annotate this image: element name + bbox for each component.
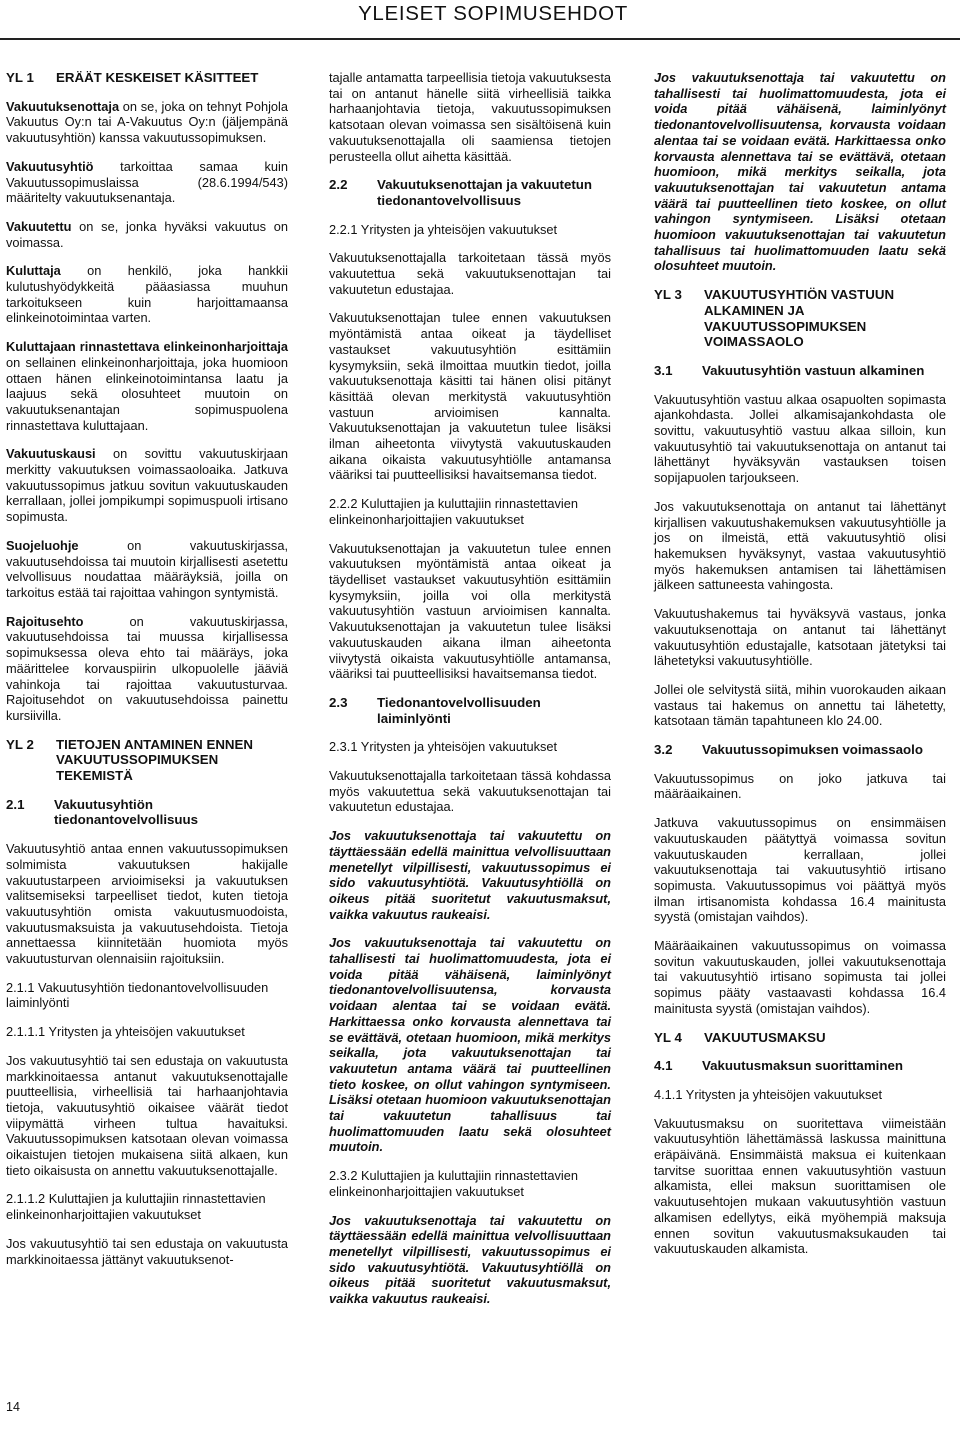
definition-paragraph xyxy=(6,538,288,601)
definition-text: on sellainen elinkeinonharjoittaja, joka huomioon ottaen hänen elinkeinotoimintansa laatu ja laajuus sekä olosuhteet muutoin on vakuutuksenantajan sopimuspuolena rinnastettava kuluttajaan. xyxy=(6,354,288,433)
subsection-heading-2-2 xyxy=(329,177,611,208)
subsection-heading-3-2 xyxy=(654,742,946,758)
sub-subsection-heading: 2.2.2 Kuluttajien ja kuluttajiin rinnastettavien elinkeinonharjoittajien vakuutukset xyxy=(329,496,578,527)
definition-text: on se, jonka hyväksi vakuutus on voimassa. xyxy=(6,218,288,250)
page-header xyxy=(0,0,960,40)
sub-subsection-heading: 4.1.1 Yritysten ja yhteisöjen vakuutukset xyxy=(654,1086,883,1102)
section-heading-yl2 xyxy=(6,737,288,784)
page-number: 14 xyxy=(6,1400,20,1414)
document-title: YLEISET SOPIMUSEHDOT xyxy=(358,2,628,25)
body-paragraph: Jollei ole selvitystä siitä, mihin vuorokauden aikaan vastaus tai hakemus on annettu tai lähetetty, katsotaan tämän tapahtuneen klo 24.00. xyxy=(654,681,946,729)
subsection-title: Vakuutuksenottajan ja vakuutetun tiedonantovelvollisuus xyxy=(377,177,593,208)
body-paragraph: tajalle antamatta tarpeellisia tietoja vakuutuksesta tai on antanut hänelle siitä virheellisiä taikka harhaanjohtavia tietoja, vakuutussopimuksen katsotaan olevan voimassa sen sisältöisenä kuin vakuutuksenottajalla oli saamiensa tietojen perusteella ollut aihetta käsittää. xyxy=(329,70,611,164)
body-paragraph: Vakuutusmaksu on suoritettava viimeistään vakuutusyhtiön lähettämässä laskussa mainittuna eräpäivänä. Ensimmäistä maksua ei kuitenkaan tarvitse suorittaa ennen vakuutusyhtiön vastuun alkamista, ellei maksun suorittamisen ole vakuutusehtojen mukaan vakuutusyhtiön vastuun alkamisen edellytys, eikä myöhempiä maksuja ennen sovitun vakuutusmaksukauden tai vakuutuskauden alkamista. xyxy=(654,1115,946,1257)
subsection-number: 3.2 xyxy=(654,742,673,758)
section-heading-yl4 xyxy=(654,1030,946,1046)
subsection-number: 2.3 xyxy=(329,694,348,710)
section-title: VAKUUTUSMAKSU xyxy=(704,1029,826,1045)
body-paragraph: Vakuutusyhtiö antaa ennen vakuutussopimuksen solmimista vakuutuksen hakijalle vakuutustarpeen arvioimiseksi ja vakuutuksen valitsemiseksi tarpeelliset tiedot, kuten tietoja vakuutusyhtiön omista vakuutusmuodoista, vakuutusmaksuista ja vakuutusehdoista. Tietoja annettaessa kiinnitetään huomiota myös vakuutusturvan olennaisiin rajoituksiin. xyxy=(6,841,288,967)
defined-term: Vakuutusyhtiö xyxy=(6,158,94,174)
subsection-number: 4.1 xyxy=(654,1058,673,1074)
subsection-title: Vakuutusyhtiön tiedonantovelvollisuus xyxy=(54,796,199,828)
subsection-number: 3.1 xyxy=(654,362,673,378)
section-heading-yl3 xyxy=(654,287,946,350)
defined-term: Vakuutuskausi xyxy=(6,446,96,462)
section-title: ERÄÄT KESKEISET KÄSITTEET xyxy=(56,70,259,85)
defined-term: Kuluttajaan rinnastettava elinkeinonharjoittaja xyxy=(6,339,288,355)
section-title: VAKUUTUSYHTIÖN VASTUUN ALKAMINEN JA VAKUUTUSSOPIMUKSEN VOIMASSAOLO xyxy=(704,287,895,350)
subsection-heading-2-1 xyxy=(6,797,288,828)
defined-term: Suojeluohje xyxy=(6,537,79,553)
restriction-paragraph: Jos vakuutuksenottaja tai vakuutettu on tahallisesti tai huolimattomuudesta, jota ei voida pitää vähäisenä, laiminlyönyt tiedonantovelvollisuutensa, korvausta voidaan alentaa tai se voidaan evätä. Harkittaessa onko korvausta alennettava tai se evättävä, otetaan huomioon, mikä merkitys seikalla, jota vakuutuksenottajan tai vakuutetun antama väärä tai puutteellinen tieto koskee, on ollut vahingon syntymiseen. Lisäksi otetaan huomioon vakuutuksenottajan tai vakuutetun tahallisuus tai huolimattomuuden laatu sekä olosuhteet muutoin. xyxy=(654,70,946,274)
definition-paragraph xyxy=(6,614,288,724)
subsection-heading-3-1 xyxy=(654,363,946,379)
column-1 xyxy=(6,70,288,1280)
body-paragraph: Vakuutusyhtiön vastuu alkaa osapuolten sopimasta ajankohdasta. Jollei alkamisajankohdasta ole sovittu, vakuutusyhtiö vastuu alkaa silloin, kun vakuutusyhtiö tai vakuutuksenottaja on antanut tai lähettänyt hyväksyvän vastauksen toisen sopijapuolen tarjoukseen. xyxy=(654,391,946,486)
definition-text: on vakuutuskirjassa, vakuutusehdoissa tai muutoin kirjallisesti asetettu velvollisuus noudattaa määräyksiä, joilla on tarkoitus estää tai rajoittaa vahingon syntymistä. xyxy=(6,537,288,600)
subsection-heading-4-1 xyxy=(654,1058,946,1074)
defined-term: Vakuutuksenottaja xyxy=(6,98,120,114)
sub-subsection-heading: 2.3.1 Yritysten ja yhteisöjen vakuutukset xyxy=(329,739,558,755)
restriction-paragraph: Jos vakuutuksenottaja tai vakuutettu on täyttäessään edellä mainittua velvollisuuttaan menetellyt vilpillisesti, vakuutussopimus ei sido vakuutusyhtiötä. Vakuutusyhtiöllä on oikeus pitää suoritetut vakuutusmaksut, vaikka vakuutus raukeaisi. xyxy=(329,828,611,922)
definition-text: on sovittu vakuutuskirjaan merkitty vakuutuksen voimassaoloaika. Jatkuva vakuutussopimus jatkuu sovitun vakuutuskauden kerrallaan, jollei jompikumpi sopimuspuoli irtisano sopimusta. xyxy=(6,446,288,525)
definition-text: tarkoittaa samaa kuin Vakuutussopimuslaissa (28.6.1994/543) määritelty vakuutuksenantaja. xyxy=(6,158,288,206)
definition-paragraph xyxy=(6,446,288,525)
sub-subsection-heading: 2.2.1 Yritysten ja yhteisöjen vakuutukset xyxy=(329,221,558,237)
definition-paragraph xyxy=(6,339,288,433)
defined-term: Vakuutettu xyxy=(6,218,72,234)
body-paragraph: Jos vakuutusyhtiö tai sen edustaja on vakuutusta markkinoitaessa jättänyt vakuutuksenot- xyxy=(6,1235,288,1267)
subsection-heading-2-3 xyxy=(329,695,611,726)
section-number: YL 2 xyxy=(6,736,34,752)
column-2 xyxy=(329,70,611,1320)
subsection-title: Vakuutusyhtiön vastuun alkaminen xyxy=(702,362,925,378)
subsection-number: 2.1 xyxy=(6,796,25,812)
body-paragraph: Jos vakuutuksenottaja on antanut tai lähettänyt kirjallisen vakuutushakemuksen vakuutusyhtiölle ja jos on ilmeistä, että vakuutusyhtiö olisi hakemuksen hyväksynyt, vastaa vakuutusyhtiö myös hakemuksen antamisen tai lähettämisen jälkeen sattuneesta vahingosta. xyxy=(654,498,946,593)
body-paragraph: Jatkuva vakuutussopimus on ensimmäisen vakuutuskauden päätyttyä voimassa sovitun vakuutuskauden kerrallaan, jollei vakuutuksenottaja tai vakuutusyhtiö irtisano sopimusta. Vakuutussopimus voi päättyä myös ilman irtisanomista kohdassa 16.4 mainitusta syystä (omistajan vaihdos). xyxy=(654,815,946,925)
section-title: TIETOJEN ANTAMINEN ENNEN VAKUUTUSSOPIMUKSEN TEKEMISTÄ xyxy=(56,736,254,784)
restriction-paragraph: Jos vakuutuksenottaja tai vakuutettu on täyttäessään edellä mainittua velvollisuuttaan menetellyt vilpillisesti, vakuutussopimus ei sido vakuutusyhtiötä. Vakuutusyhtiöllä on oikeus pitää suoritetut vakuutusmaksut, vaikka vakuutus raukeaisi. xyxy=(329,1212,611,1307)
subsection-number: 2.2 xyxy=(329,177,348,193)
body-paragraph: Vakuutushakemus tai hyväksyvä vastaus, jonka vakuutuksenottaja on antanut tai lähettänyt vakuutusyhtiön edustajalle, katsotaan jätetyksi tai lähetetyksi vakuutusyhtiölle. xyxy=(654,606,946,669)
section-number: YL 3 xyxy=(654,287,682,303)
definition-text: on vakuutuskirjassa, vakuutusehdoissa tai muussa kirjallisessa sopimuksessa oleva ehto tai määräys, joka määrittelee korvauspiirin ulkopuolelle jääviä vahinkoja tai rajoittaa vakuutusturvaa. Rajoitusehdot on vakuutusehdoissa painettu kursiivilla. xyxy=(6,613,288,723)
body-paragraph: Määräaikainen vakuutussopimus on voimassa sovitun vakuutuskauden, jollei vakuutuksenottaja tai vakuutusyhtiö irtisano sopimusta tai jollei sopimus pääty vastaavasti kohdassa 16.4 mainitusta syystä (omistajan vaihdos). xyxy=(654,938,946,1016)
subsection-title: Vakuutussopimuksen voimassaolo xyxy=(702,742,923,758)
section-number: YL 1 xyxy=(6,70,34,85)
body-paragraph: Jos vakuutusyhtiö tai sen edustaja on vakuutusta markkinoitaessa antanut vakuutuksenottajalle puutteellisia, virheellisiä tai harhaanjohtavia tietoja, vakuutusyhtiö oikaisee väärät tiedot viipymättä virheen tultua havaituksi. Vakuutussopimuksen katsotaan olevan voimassa oikaistujen tietojen mukaisena siitä alkaen, kun tieto oikaisusta on annettu vakuutuksenottajalle. xyxy=(6,1052,288,1178)
definition-text: on henkilö, joka hankkii kulutushyödykkeitä pääasiassa muuhun tarkoitukseen kuin harjoittamaansa elinkeinotoimintaa varten. xyxy=(6,263,288,326)
body-paragraph: Vakuutuksenottajalla tarkoitetaan tässä myös vakuutettua sekä vakuutuksenottajan tai vakuutetun edustajaa. xyxy=(329,250,611,297)
subsection-title: Tiedonantovelvollisuuden laiminlyönti xyxy=(377,694,541,726)
definition-paragraph xyxy=(6,159,288,206)
body-paragraph: Vakuutuksenottajan tulee ennen vakuutuksen myöntämistä antaa oikeat ja täydelliset vastaukset vakuutusyhtiön esittämiin kysymyksiin, sekä ilmoittaa muutkin tiedot, joilla vakuutuksenottaja käsitti tai hänen olisi pitänyt käsittää olevan merkitystä vakuutusyhtiön vastuun arvioimisen kannalta. Vakuutuksenottajan ja vakuutetun tulee lisäksi ilman aiheetonta viivytystä vakuutuskauden aikana oikaista vakuutusyhtiölle antamansa vääriksi tai puutteellisiksi havaitsemansa tiedot. xyxy=(329,310,611,483)
sub-subsection-heading: 2.3.2 Kuluttajien ja kuluttajiin rinnastettavien elinkeinonharjoittajien vakuutukset xyxy=(329,1168,578,1199)
body-paragraph: Vakuutuksenottajan ja vakuutetun tulee ennen vakuutuksen myöntämistä antaa oikeat ja täydelliset vastaukset vakuutusyhtiön esittämiin kysymyksiin, joilla voi olla merkitystä vakuutusyhtiön vastuun arvioimisen kannalta. Vakuutuksenottajan ja vakuutetun tulee lisäksi vakuutuskauden aikana ilman aiheetonta viivytystä oikaista vakuutusyhtiölle antamansa, vääriksi tai puutteellisiksi havaitsemansa tiedot. xyxy=(329,540,611,682)
subsection-title: Vakuutusmaksun suorittaminen xyxy=(702,1058,903,1074)
restriction-paragraph: Jos vakuutuksenottaja tai vakuutettu on tahallisesti tai huolimattomuudesta, jota ei voida pitää vähäisenä, laiminlyönyt tiedonantovelvollisuutensa, korvausta voidaan alentaa tai se voidaan evätä. Harkittaessa onko korvausta alennettava tai se evättävä, otetaan huomioon, mikä merkitys seikalla, jota vakuutuksenottajan tai vakuutetun antama väärä tai puutteellinen tieto koskee, on ollut vahingon syntymiseen. Lisäksi otetaan huomioon vakuutuksenottajan tai vakuutetun tahallisuus tai huolimattomuuden laatu sekä olosuhteet muutoin. xyxy=(329,935,611,1155)
definition-paragraph xyxy=(6,263,288,326)
sub-subsection-heading: 2.1.1 Vakuutusyhtiön tiedonantovelvollisuuden laiminlyönti xyxy=(6,979,269,1011)
body-paragraph: Vakuutuksenottajalla tarkoitetaan tässä kohdassa myös vakuutettua sekä vakuutuksenottajan tai vakuutetun edustajaa. xyxy=(329,768,611,815)
definition-text: on se, joka on tehnyt Pohjola Vakuutus Oy:n tai A-Vakuutus Oy:n (jäljempänä vakuutusyhtiön) kanssa vakuutussopimuksen. xyxy=(6,98,288,146)
defined-term: Rajoitusehto xyxy=(6,613,84,629)
column-3 xyxy=(654,70,946,1270)
section-heading-yl1 xyxy=(6,70,288,86)
sub-subsection-heading: 2.1.1.1 Yritysten ja yhteisöjen vakuutukset xyxy=(6,1024,245,1040)
definition-paragraph xyxy=(6,219,288,250)
sub-subsection-heading: 2.1.1.2 Kuluttajien ja kuluttajiin rinnastettavien elinkeinonharjoittajien vakuutukset xyxy=(6,1191,266,1223)
body-paragraph: Vakuutussopimus on joko jatkuva tai määräaikainen. xyxy=(654,770,946,802)
definition-paragraph xyxy=(6,99,288,146)
section-number: YL 4 xyxy=(654,1029,682,1045)
defined-term: Kuluttaja xyxy=(6,263,61,279)
